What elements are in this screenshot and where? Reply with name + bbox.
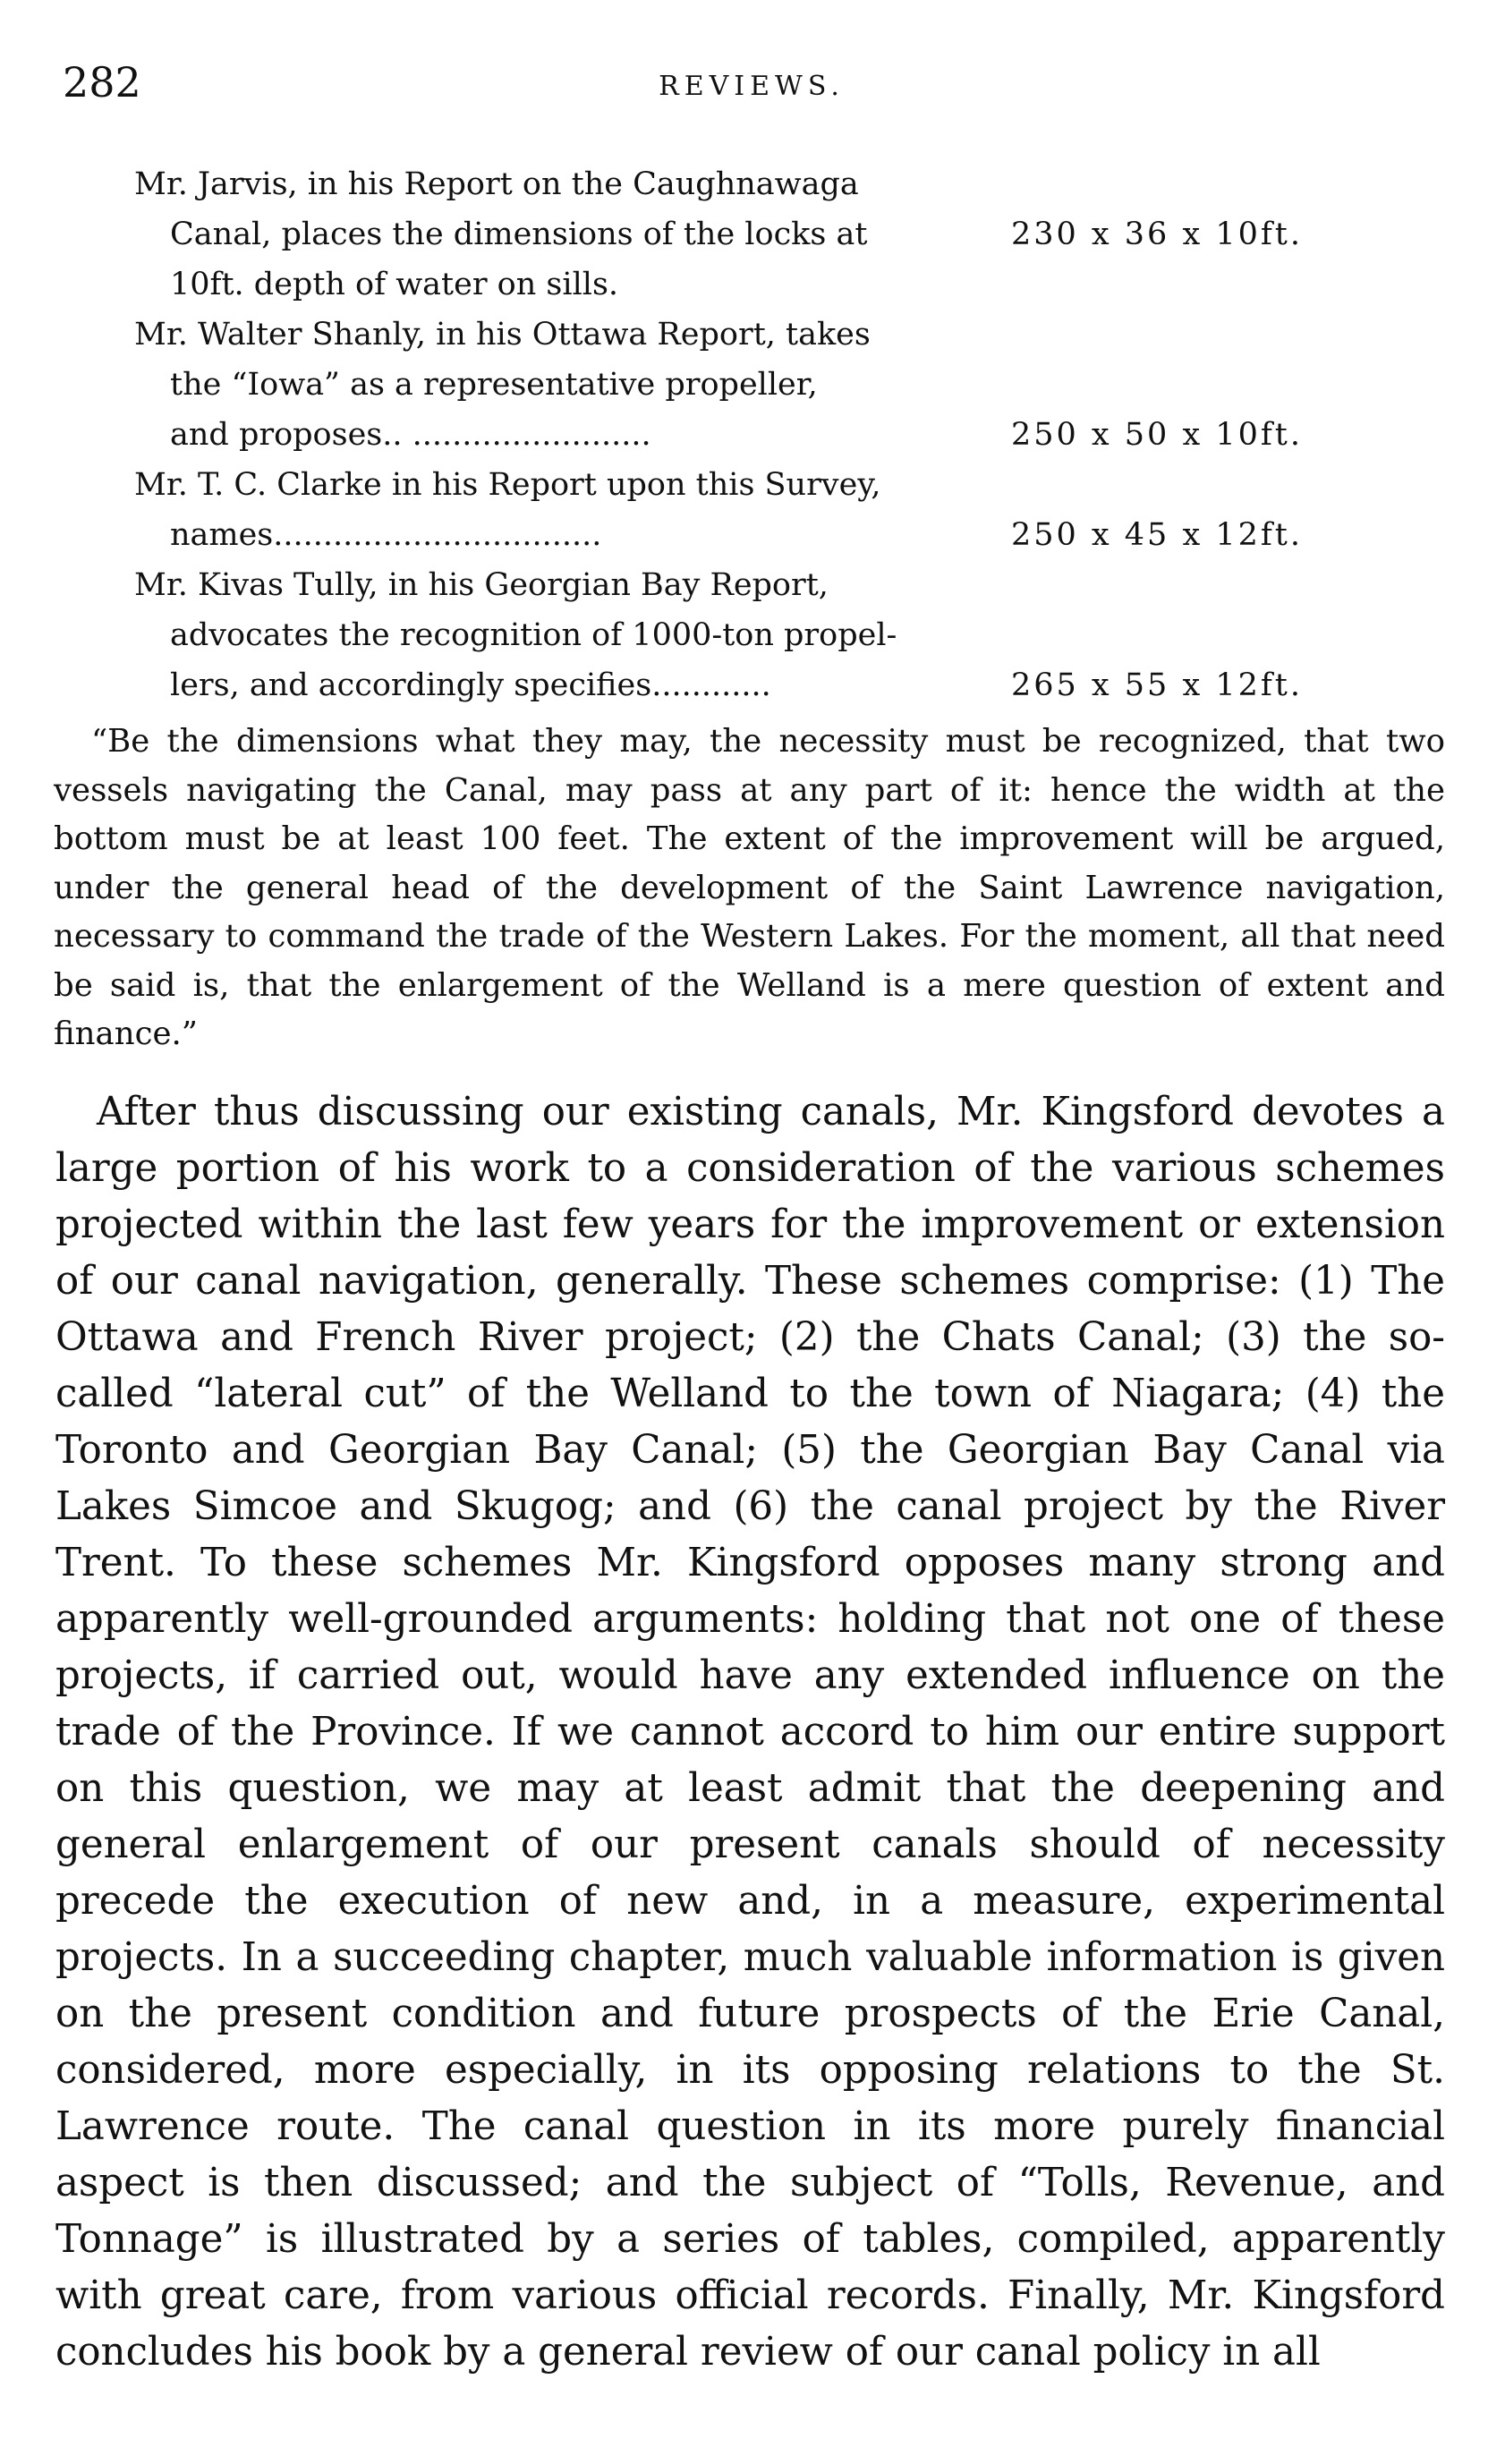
dimension-value: 265 x 55 x 12ft.	[1011, 667, 1304, 703]
table-line-text: Mr. Walter Shanly, in his Ottawa Report, takes	[134, 317, 871, 353]
table-line	[134, 159, 1342, 209]
dimension-value: 250 x 50 x 10ft.	[1011, 417, 1304, 453]
table-line	[134, 209, 1342, 259]
running-head: REVIEWS.	[659, 71, 845, 102]
table-line	[134, 410, 1342, 460]
table-line-text: lers, and accordingly specifies............	[170, 667, 771, 703]
table-line-text: advocates the recognition of 1000-ton propel-	[170, 617, 897, 653]
quote-paragraph: “Be the dimensions what they may, the necessity must be recognized, that two vessels navigating the Canal, may pass at any part of it: hence the width at the bottom must be at least 100 feet. The extent of the improvement will be argued, under the general head of the development of the Saint Lawrence navigation, necessary to command the trade of the Western Lakes. For the moment, all that need be said is, that the enlargement of the Welland is a mere question of extent and finance.”	[54, 723, 1445, 1052]
table-line-text: and proposes.. ........................	[170, 417, 651, 453]
table-line-text: Mr. T. C. Clarke in his Report upon this Survey,	[134, 467, 881, 503]
table-line-text: Canal, places the dimensions of the locks at	[170, 217, 868, 252]
table-line	[134, 610, 1342, 660]
table-line	[134, 310, 1342, 360]
table-line-text: Mr. Kivas Tully, in his Georgian Bay Report,	[134, 567, 829, 603]
lock-dimensions-table	[134, 159, 1342, 710]
table-line	[134, 460, 1342, 510]
table-line-text: the “Iowa” as a representative propeller,	[170, 367, 818, 403]
table-line-text: Mr. Jarvis, in his Report on the Caughnawaga	[134, 166, 859, 202]
dimension-value: 250 x 45 x 12ft.	[1011, 517, 1304, 553]
table-line	[134, 510, 1342, 560]
table-line	[134, 660, 1342, 710]
dimension-value: 230 x 36 x 10ft.	[1011, 217, 1304, 252]
table-line-text: names.................................	[170, 517, 602, 553]
table-line	[134, 560, 1342, 610]
body-text	[55, 1084, 1445, 2381]
table-line	[134, 360, 1342, 410]
table-line	[134, 259, 1342, 310]
page-header	[63, 55, 1441, 118]
page-number: 282	[63, 58, 141, 106]
table-line-text: 10ft. depth of water on sills.	[170, 267, 619, 302]
body-paragraph: After thus discussing our existing canals, Mr. Kingsford devotes a large portion of his work to a consideration of the various schemes projected within the last few years for the improvement or extension of our canal navigation, generally. These schemes comprise: (1) The Ottawa and French River project; (2) the Chats Canal; (3) the so-called “lateral cut” of the Welland to the town of Niagara; (4) the Toronto and Georgian Bay Canal; (5) the Georgian Bay Canal via Lakes Simcoe and Skugog; and (6) the canal project by the River Trent. To these schemes Mr. Kingsford opposes many strong and apparently well-grounded arguments: holding that not one of these projects, if carried out, would have any extended influence on the trade of the Province. If we cannot accord to him our entire support on this question, we may at least admit that the deepening and general enlargement of our present canals should of necessity precede the execution of new and, in a measure, experimental projects. In a succeeding chapter, much valuable information is given on the present condition and future prospects of the Erie Canal, considered, more especially, in its opposing relations to the St. Lawrence route. The canal question in its more purely financial aspect is then discussed; and the subject of “Tolls, Revenue, and Tonnage” is illustrated by a series of tables, compiled, apparently with great care, from various official records. Finally, Mr. Kingsford concludes his book by a general review of our canal policy in all	[55, 1090, 1445, 2375]
block-quote	[54, 718, 1445, 1059]
